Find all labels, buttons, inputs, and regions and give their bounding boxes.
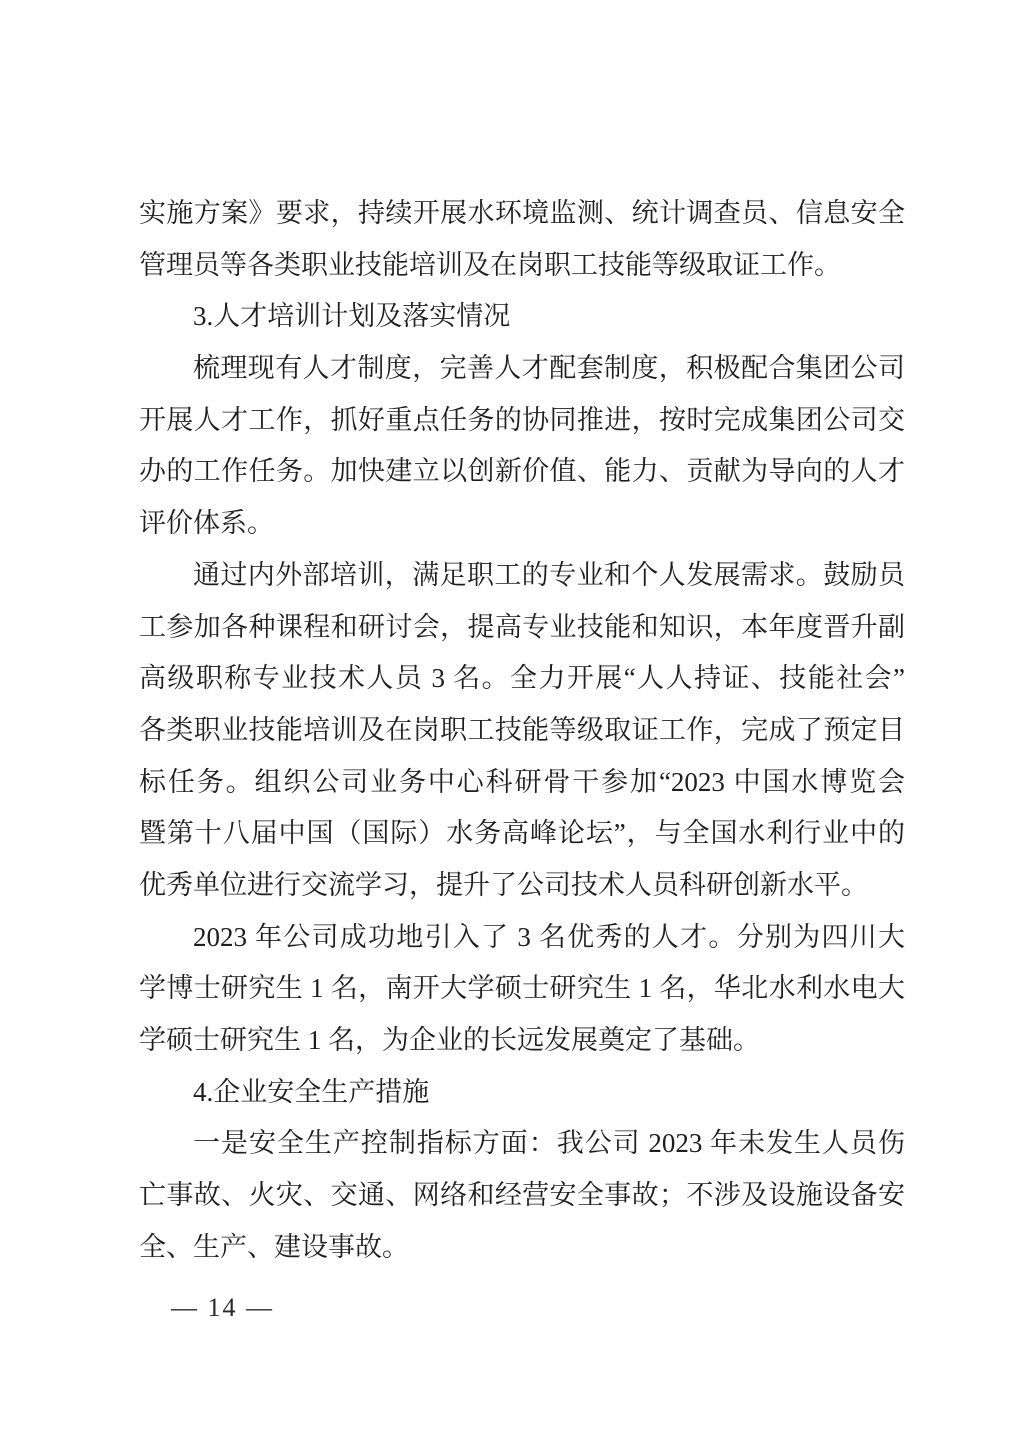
text-line: 工参加各种课程和研讨会，提高专业技能和知识，本年度晋升副	[139, 611, 905, 642]
text-line: 优秀单位进行交流学习，提升了公司技术人员科研创新水平。	[139, 869, 868, 900]
document-body	[139, 188, 905, 1273]
text-line: 暨第十八届中国（国际）水务高峰论坛”，与全国水利行业中的	[139, 818, 905, 849]
text-line: 梳理现有人才制度，完善人才配套制度，积极配合集团公司	[193, 353, 905, 384]
page-number: — 14 —	[171, 1293, 274, 1322]
text-line: 高级职称专业技术人员 3 名。全力开展“人人持证、技能社会”	[139, 663, 905, 694]
text-line: 2023 年公司成功地引入了 3 名优秀的人才。分别为四川大	[193, 921, 905, 952]
text-line: 学硕士研究生 1 名，为企业的长远发展奠定了基础。	[139, 1025, 760, 1055]
section-heading: 3.人才培训计划及落实情况	[193, 301, 511, 332]
text-line: 开展人才工作，抓好重点任务的协同推进，按时完成集团公司交	[139, 404, 905, 435]
text-line: 评价体系。	[139, 508, 274, 539]
text-line: 标任务。组织公司业务中心科研骨干参加“2023 中国水博览会	[139, 766, 905, 797]
text-line: 实施方案》要求，持续开展水环境监测、统计调查员、信息安全	[139, 198, 905, 228]
text-line: 办的工作任务。加快建立以创新价值、能力、贡献为导向的人才	[139, 456, 905, 487]
text-line: 学博士研究生 1 名，南开大学硕士研究生 1 名，华北水利水电大	[139, 973, 905, 1004]
text-line: 亡事故、火灾、交通、网络和经营安全事故；不涉及设施设备安	[139, 1180, 905, 1211]
text-line: 全、生产、建设事故。	[139, 1231, 409, 1262]
text-line: 通过内外部培训，满足职工的专业和个人发展需求。鼓励员	[193, 559, 905, 590]
text-line: 管理员等各类职业技能培训及在岗职工技能等级取证工作。	[139, 249, 841, 280]
section-heading: 4.企业安全生产措施	[193, 1076, 430, 1107]
text-line: 各类职业技能培训及在岗职工技能等级取证工作，完成了预定目	[139, 714, 905, 745]
text-line: 一是安全生产控制指标方面：我公司 2023 年未发生人员伤	[193, 1128, 905, 1159]
